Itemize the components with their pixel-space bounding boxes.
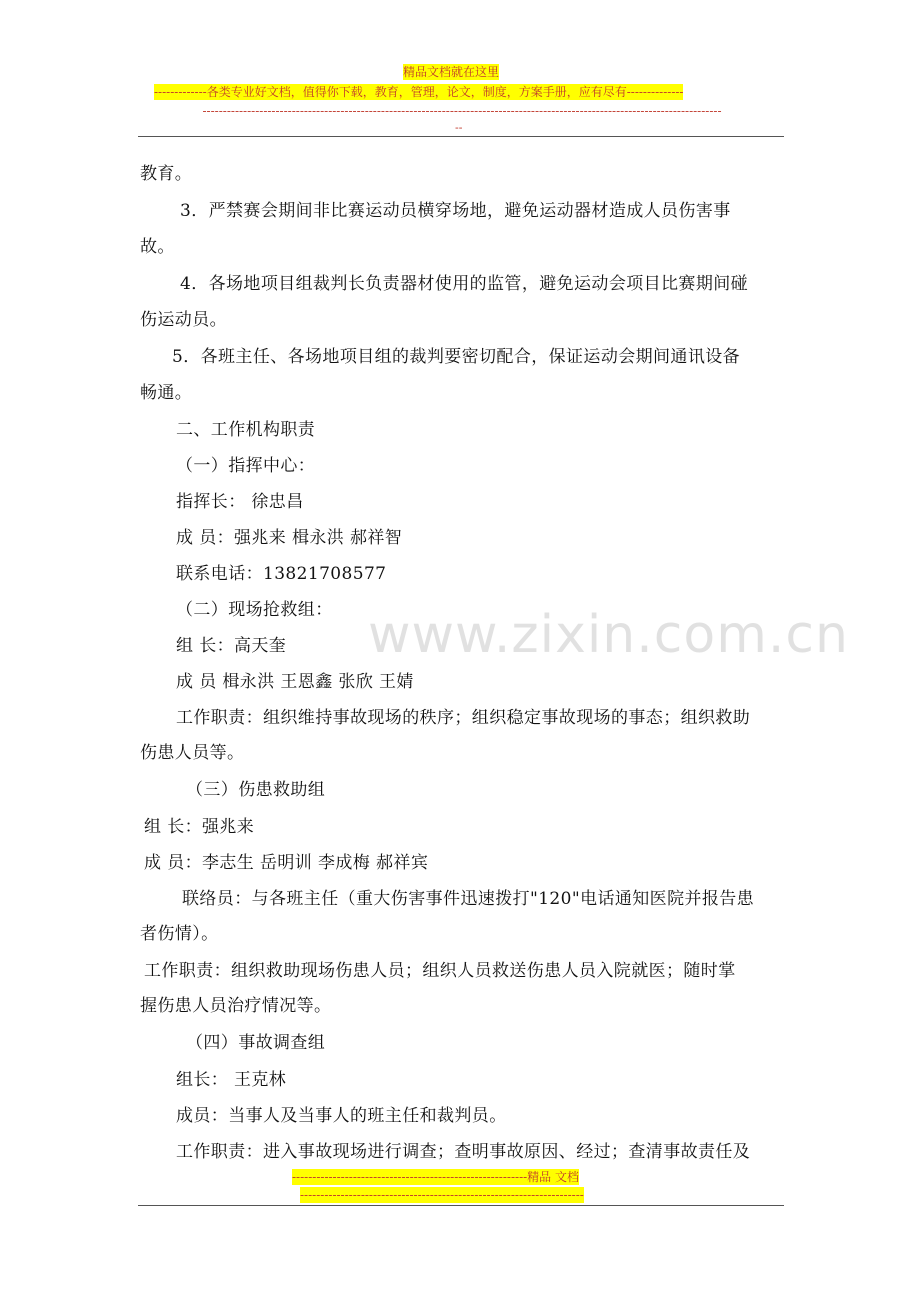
header-dash-tail: --	[455, 121, 463, 134]
contact-phone: 联系电话：13821708577	[176, 564, 387, 584]
subsection-heading: （四）事故调查组	[186, 1033, 326, 1053]
body-line: 组长： 王克林	[176, 1070, 287, 1090]
body-line: 组 长：高天奎	[176, 636, 287, 656]
body-line: 成 员：强兆来 楫永洪 郝祥智	[176, 528, 403, 548]
subsection-heading: （一）指挥中心：	[176, 456, 316, 476]
body-line: 工作职责：组织维持事故现场的秩序；组织稳定事故现场的事态；组织救助	[176, 708, 751, 728]
body-line: 故。	[140, 237, 175, 257]
body-line: 工作职责：进入事故现场进行调查；查明事故原因、经过；查清事故责任及	[176, 1142, 751, 1162]
header-dash-row: --------------------------------------------------------------------------------------------------------------------------------	[202, 104, 722, 118]
body-line: 3．严禁赛会期间非比赛运动员横穿场地，避免运动器材造成人员伤害事	[180, 201, 731, 221]
footer-line-2: ----------------------------------------------------------------------	[300, 1188, 584, 1202]
section-heading: 二、工作机构职责	[176, 420, 316, 440]
body-line: 畅通。	[140, 383, 193, 403]
body-line: 成 员 楫永洪 王恩鑫 张欣 王婧	[176, 672, 414, 692]
body-line: 工作职责：组织救助现场伤患人员；组织人员救送伤患人员入院就医；随时掌	[144, 961, 736, 981]
header-title: 精品文档就在这里	[403, 65, 500, 79]
body-line: 伤患人员等。	[140, 743, 245, 763]
header-tagline: -------------各类专业好文档，值得你下载，教育，管理，论文，制度，方案手册，应有尽有--------------	[154, 85, 684, 99]
subsection-heading: （三）伤患救助组	[186, 780, 326, 800]
body-line: 者伤情）。	[140, 924, 219, 944]
body-line: 教育。	[140, 164, 193, 184]
watermark: www.zixin.com.cn	[368, 605, 849, 665]
body-line: 5．各班主任、各场地项目组的裁判要密切配合，保证运动会期间通讯设备	[172, 347, 741, 367]
body-line: 握伤患人员治疗情况等。	[140, 996, 332, 1016]
body-line: 成员：当事人及当事人的班主任和裁判员。	[176, 1106, 507, 1126]
body-line: 联络员：与各班主任（重大伤害事件迅速拨打"120"电话通知医院并报告患	[182, 889, 755, 909]
body-line: 成 员：李志生 岳明训 李成梅 郝祥宾	[144, 853, 429, 873]
body-line: 4．各场地项目组裁判长负责器材使用的监管，避免运动会项目比赛期间碰	[180, 274, 749, 294]
body-line: 组 长：强兆来	[144, 817, 255, 837]
footer-rule	[138, 1205, 784, 1206]
header-rule	[138, 136, 784, 137]
body-line: 指挥长： 徐忠昌	[176, 492, 304, 512]
subsection-heading: （二）现场抢救组：	[176, 600, 333, 620]
footer-line-1: ----------------------------------------------------------精品 文档	[292, 1170, 579, 1184]
body-line: 伤运动员。	[140, 310, 227, 330]
